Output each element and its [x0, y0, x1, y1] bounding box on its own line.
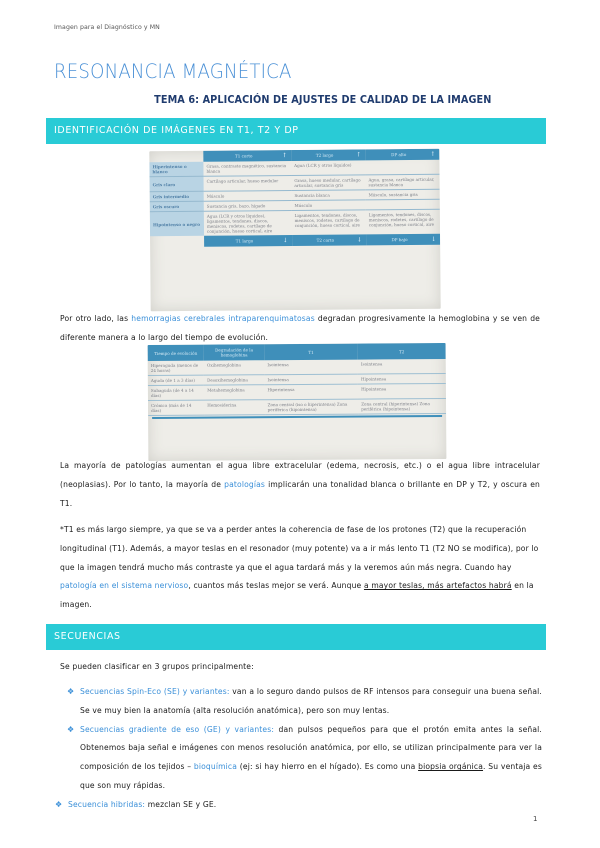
- highlight-term: hemorragias cerebrales intraparenquimatosas: [131, 314, 315, 323]
- col-header-tiempo: Tiempo de evolución: [148, 345, 204, 361]
- table-row: Gris intermedio Músculo Sustancia blanca Músculo, sustancia gris: [150, 189, 440, 202]
- arrow-up-icon: ↑: [282, 152, 288, 160]
- underlined-phrase: a mayor teslas, más artefactos habrá: [363, 581, 512, 591]
- page-number: 1: [533, 815, 538, 823]
- col-footer-dp-bajo: DP bajo ↓: [366, 234, 440, 246]
- arrow-up-icon: ↑: [430, 150, 436, 158]
- section-heading-secuencias: SECUENCIAS: [46, 624, 546, 650]
- arrow-down-icon: ↓: [356, 236, 362, 244]
- col-header-degradacion: Degradación de la hemoglobina: [204, 344, 264, 360]
- highlight-term: patologías: [224, 479, 266, 489]
- table-row: Subaguda (de 4 a 14 días) Metahemoglobina Hiperintensa Hipointensa: [148, 383, 446, 400]
- table-row: Aguda (de 1 a 3 días) Desoxihemoglobina Isointensa Hipointensa: [148, 373, 446, 385]
- arrow-down-icon: ↓: [282, 237, 288, 245]
- signal-intensity-table: [149, 149, 440, 248]
- section-heading-identificacion: IDENTIFICACIÓN DE IMÁGENES EN T1, T2 Y DP: [46, 118, 546, 144]
- col-header-t2: T2: [358, 343, 446, 360]
- underlined-phrase: biopsia orgánica: [418, 762, 484, 772]
- header-note: Imagen para el Diagnóstico y MN: [54, 24, 160, 31]
- sequence-list: [55, 683, 542, 815]
- hemorrhage-evolution-table: [148, 343, 446, 416]
- col-header-t2-largo: T2 largo ↑: [291, 149, 365, 161]
- table-row: Crónica (más de 14 días) Hemosiderina Zona central (iso o hiperintensa) Zona periférica (hipointensa) Zona central (hiperintensa) Zona periférica (hipointensa): [148, 398, 446, 415]
- diamond-bullet-icon: ❖: [55, 799, 63, 809]
- paragraph-patologias: La mayoría de patologías aumentan el agua libre extracelular (edema, necrosis, etc.) o el agua libre intracelular (neoplasias). Por lo tanto, la mayoría de patologías implicarán una tonalidad blanca o brillante en DP y T2, y oscura en T1.: [60, 461, 540, 508]
- diamond-bullet-icon: ❖: [67, 724, 75, 734]
- col-header-t1-corto: T1 corto ↑: [203, 150, 291, 162]
- paragraph-intro-secuencias: Se pueden clasificar en 3 grupos principalmente:: [60, 662, 254, 671]
- list-item-gradiente-eco: ❖ Secuencias gradiente de eso (GE) y variantes: dan pulsos pequeños para que el protón emita antes la señal. Obtenemos baja señal e imágenes con menos resolución anatómica, por ello, se utilizan principalmente para ver la composición de los tejidos – bioquímica (ej: si hay hierro en el hígado). Es como una biopsia orgánica. Su ventaja es que son muy rápidas.: [80, 721, 542, 796]
- list-item-spin-eco: ❖ Secuencias Spin-Eco (SE) y variantes: van a lo seguro dando pulsos de RF intensos para conseguir una buena señal. Se ve muy bien la anatomía (alta resolución anatómica), pero son muy lentas.: [80, 683, 542, 721]
- table-row: Hipointenso o negro Agua (LCR y otros líquidos), ligamentos, tendones, discos, meniscos, rodetes, cartílago de conjunción, hueso cortical, aire Ligamentos, tendones, discos, meniscos, rodetes, cartílago de conjunción, hueso cortical, aire Ligamentos, tendones, discos, meniscos, rodetes, cartílago de conjunción, hueso cortical, aire: [150, 209, 440, 236]
- signal-intensity-table-photo: [149, 149, 440, 312]
- document-subtitle: TEMA 6: APLICACIÓN DE AJUSTES DE CALIDAD DE LA IMAGEN: [154, 95, 492, 106]
- col-footer-t1-largo: T1 largo ↓: [204, 235, 292, 247]
- col-header-t1: T1: [264, 344, 358, 361]
- highlight-term: bioquímica: [193, 762, 238, 772]
- arrow-down-icon: ↓: [431, 235, 437, 243]
- col-footer-t2-corto: T2 corto ↓: [292, 234, 366, 246]
- hemorrhage-evolution-table-photo: [148, 343, 447, 461]
- table-corner: [149, 151, 203, 162]
- paragraph-hemorragias: Por otro lado, las hemorragias cerebrales intraparenquimatosas degradan progresivamente la hemoglobina y se ven de diferente manera a lo largo del tiempo de evolución.: [60, 314, 540, 342]
- diamond-bullet-icon: ❖: [67, 687, 75, 696]
- table-row: Hiperaguda (menos de 24 horas) Oxihemoglobina Isointensa Isointensa: [148, 359, 446, 376]
- table-row: Gris claro Cartílago articular, hueso medular Grasa, hueso medular, cartílago articular, sustancia gris Agua, grasa, cartílago articular, sustancia blanca: [150, 174, 440, 192]
- paragraph-t1-teslas: *T1 es más largo siempre, ya que se va a perder antes la coherencia de fase de los protones (T2) que la recuperación longitudinal (T1). Además, a mayor teslas en el resonador (muy potente) va a ir más lento T1 (T2 NO se modifica), por lo que la imagen tendrá mucho más contraste ya que el agua tardará más y la veremos aún más negra. Cuando hay patología en el sistema nervioso, cuantos más teslas mejor se verá. Aunque a mayor teslas, más artefactos habrá en la imagen.: [60, 525, 539, 610]
- table-row: Gris oscuro Sustancia gris, bazo, hígado Músculo: [150, 199, 440, 212]
- highlight-term: patología en el sistema nervioso: [60, 581, 189, 591]
- list-item-hibridas: ❖ Secuencia hibridas: mezclan SE y GE.: [68, 796, 542, 815]
- arrow-up-icon: ↑: [356, 151, 362, 159]
- document-title: RESONANCIA MAGNÉTICA: [54, 60, 292, 83]
- col-header-dp-alto: DP alto ↑: [365, 149, 439, 161]
- table-row: Hiperintenso o blanco Grasa, contraste magnético, sustancia blanca Agua (LCR y otros líquidos): [149, 160, 439, 177]
